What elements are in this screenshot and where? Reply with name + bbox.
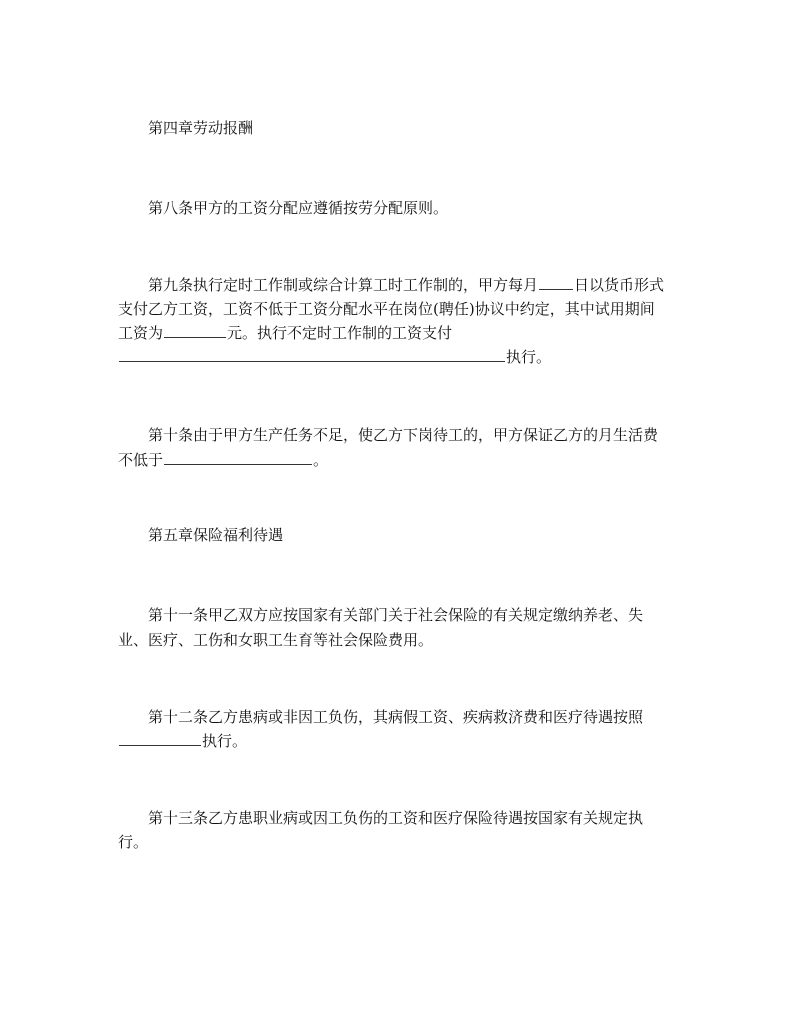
article-10-text: 。 — [313, 451, 329, 469]
article-10-line-1 — [148, 425, 658, 445]
article-12-text: 执行。 — [202, 732, 248, 750]
article-13-text: 行。 — [118, 833, 149, 851]
article-11-text: 第十一条甲乙双方应按国家有关部门关于社会保险的有关规定缴纳养老、失 — [148, 606, 644, 624]
article-9-text: 日以货币形式 — [574, 276, 665, 294]
article-9-text: 执行。 — [506, 348, 552, 366]
article-13-text: 第十三条乙方患职业病或因工负伤的工资和医疗保险待遇按国家有关规定执 — [148, 809, 644, 827]
article-10-text: 第十条由于甲方生产任务不足，使乙方下岗待工的，甲方保证乙方的月生活费 — [148, 426, 659, 444]
probation-wage-blank — [164, 323, 226, 338]
article-13-line-2 — [118, 832, 148, 852]
irregular-hours-pay-blank — [119, 347, 505, 362]
chapter-4-heading — [148, 118, 253, 138]
article-11-line-1 — [148, 605, 643, 625]
article-9-line-1 — [148, 275, 664, 295]
article-11-line-2 — [118, 630, 433, 650]
article-12-line-2 — [118, 731, 247, 751]
article-12-text: 第十二条乙方患病或非因工负伤，其病假工资、疾病救济费和医疗待遇按照 — [148, 708, 644, 726]
chapter-4-title: 第四章劳动报酬 — [148, 119, 254, 137]
article-8-text: 第八条甲方的工资分配应遵循按劳分配原则。 — [148, 199, 449, 217]
article-10-text: 不低于 — [118, 451, 164, 469]
living-allowance-blank — [164, 450, 312, 465]
article-13-line-1 — [148, 808, 643, 828]
article-8 — [148, 198, 448, 218]
article-11-text: 业、医疗、工伤和女职工生育等社会保险费用。 — [118, 631, 434, 649]
article-9-line-4 — [118, 347, 551, 367]
article-12-line-1 — [148, 707, 643, 727]
chapter-5-title: 第五章保险福利待遇 — [148, 526, 284, 544]
pay-day-blank — [539, 275, 573, 290]
article-10-line-2 — [118, 450, 328, 470]
article-9-line-3 — [118, 323, 452, 343]
article-9-text: 支付乙方工资，工资不低于工资分配水平在岗位(聘任)协议中约定，其中试用期间 — [118, 300, 655, 318]
sick-leave-standard-blank — [119, 731, 201, 746]
article-9-line-2 — [118, 299, 655, 319]
article-9-text: 元。执行不定时工作制的工资支付 — [227, 324, 453, 342]
article-9-text: 工资为 — [118, 324, 164, 342]
article-9-text: 第九条执行定时工作制或综合计算工时工作制的，甲方每月 — [148, 276, 539, 294]
chapter-5-heading — [148, 525, 283, 545]
